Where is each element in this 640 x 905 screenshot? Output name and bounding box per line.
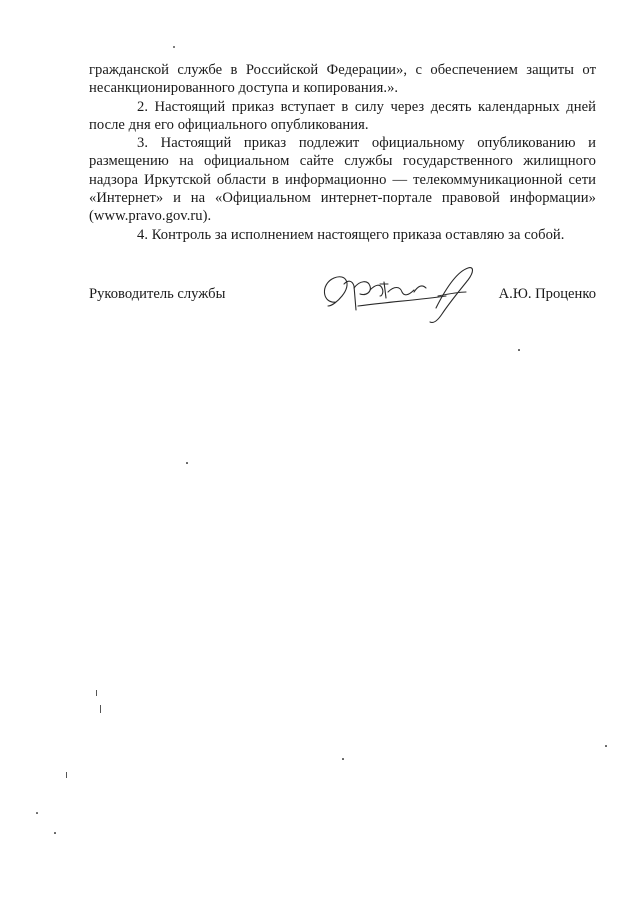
document-body: [89, 61, 596, 244]
paragraph-4: 4. Контроль за исполнением настоящего приказа оставляю за собой.: [137, 226, 565, 243]
handwritten-signature: [318, 262, 478, 327]
scan-speck: [54, 832, 56, 834]
paragraph-2: 2. Настоящий приказ вступает в силу через десять календарных дней после дня его официального опубликования.: [89, 98, 596, 133]
scan-speck: [173, 46, 175, 48]
scan-speck: [66, 772, 67, 778]
scan-speck: [186, 462, 188, 464]
scan-speck: [36, 812, 38, 814]
scan-speck: [100, 705, 101, 713]
scan-speck: [96, 690, 97, 696]
signatory-name: А.Ю. Проценко: [498, 286, 596, 302]
scan-speck: [518, 349, 520, 351]
scan-speck: [605, 745, 607, 747]
paragraph-continuation: гражданской службе в Российской Федерации», с обеспечением защиты от несанкционированного доступа и копирования.».: [89, 62, 596, 97]
signatory-position: Руководитель службы: [89, 286, 226, 302]
paragraph-3: 3. Настоящий приказ подлежит официальному опубликованию и размещению на официальном сайте службы государственного жилищного надзора Иркутской области в информационно — телекоммуникационной сети «Интернет» и на «Официальном интернет-портале правовой информации» (www.pravo.gov.ru).: [89, 135, 596, 225]
scan-speck: [342, 758, 344, 760]
